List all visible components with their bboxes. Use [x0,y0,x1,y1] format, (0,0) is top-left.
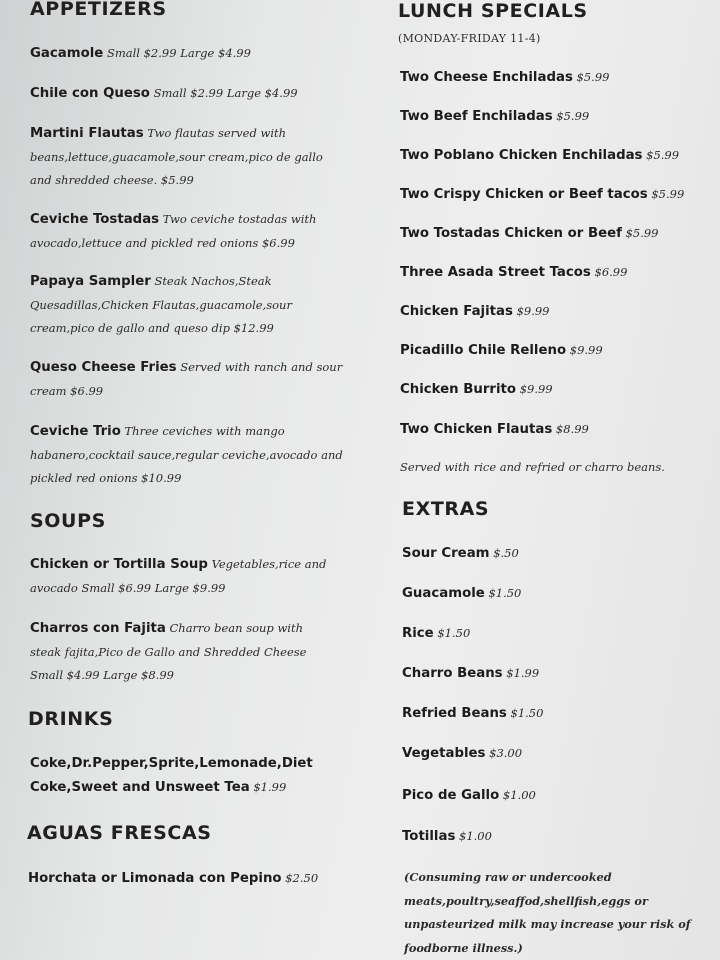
menu-item: Two Chicken Flautas $8.99 [400,422,589,437]
menu-item: Chicken Burrito $9.99 [400,382,553,397]
menu-item: Sour Cream $.50 [402,546,519,561]
menu-item: Two Tostadas Chicken or Beef $5.99 [400,226,659,241]
menu-item: Rice $1.50 [402,626,471,641]
menu-item: Gacamole Small $2.99 Large $4.99 [30,46,251,61]
lunch-specials-heading: LUNCH SPECIALS [398,0,588,22]
menu-item: Refried Beans $1.50 [402,706,544,721]
food-safety-disclaimer: (Consuming raw or undercooked meats,poultry,seaffod,shellfish,eggs or unpasteurized milk may increase your risk of foodborne illness.) [404,870,691,955]
menu-item: Guacamole $1.50 [402,586,522,601]
lunch-note: Served with rice and refried or charro beans. [400,460,665,474]
menu-item: Two Cheese Enchiladas $5.99 [400,70,610,85]
menu-item: Coke,Dr.Pepper,Sprite,Lemonade,Diet Coke,Sweet and Unsweet Tea $1.99 [30,756,313,795]
menu-item: Two Crispy Chicken or Beef tacos $5.99 [400,187,685,202]
menu-item: Pico de Gallo $1.00 [402,788,536,803]
soups-heading: SOUPS [30,510,106,532]
menu-item: Chicken Fajitas $9.99 [400,304,550,319]
menu-item: Ceviche Trio Three ceviches with mango habanero,cocktail sauce,regular ceviche,avocado and pickled red onions $10.99 [30,424,343,485]
aguas-frescas-heading: AGUAS FRESCAS [27,822,212,844]
extras-heading: EXTRAS [402,498,490,520]
menu-item: Three Asada Street Tacos $6.99 [400,265,628,280]
menu-item: Horchata or Limonada con Pepino $2.50 [28,871,319,886]
lunch-hours: (MONDAY-FRIDAY 11-4) [398,32,541,45]
menu-item: Two Beef Enchiladas $5.99 [400,109,590,124]
menu-item: Chile con Queso Small $2.99 Large $4.99 [30,86,298,101]
menu-item: Picadillo Chile Relleno $9.99 [400,343,603,358]
menu-item: Chicken or Tortilla Soup Vegetables,rice and avocado Small $6.99 Large $9.99 [30,557,327,595]
appetizers-heading: APPETIZERS [30,0,167,20]
menu-item: Charro Beans $1.99 [402,666,540,681]
menu-item: Papaya Sampler Steak Nachos,Steak Quesadillas,Chicken Flautas,guacamole,sour cream,pico de gallo and queso dip $12.99 [30,274,292,335]
menu-item: Martini Flautas Two flautas served with beans,lettuce,guacamole,sour cream,pico de gallo and shredded cheese. $5.99 [30,126,323,187]
menu-item: Charros con Fajita Charro bean soup with steak fajita,Pico de Gallo and Shredded Cheese Small $4.99 Large $8.99 [30,621,307,682]
menu-item: Two Poblano Chicken Enchiladas $5.99 [400,148,680,163]
menu-item: Vegetables $3.00 [402,746,523,761]
menu-item: Ceviche Tostadas Two ceviche tostadas with avocado,lettuce and pickled red onions $6.99 [30,212,317,250]
menu-item: Totillas $1.00 [402,829,492,844]
drinks-heading: DRINKS [28,708,114,730]
menu-item: Queso Cheese Fries Served with ranch and sour cream $6.99 [30,360,343,398]
